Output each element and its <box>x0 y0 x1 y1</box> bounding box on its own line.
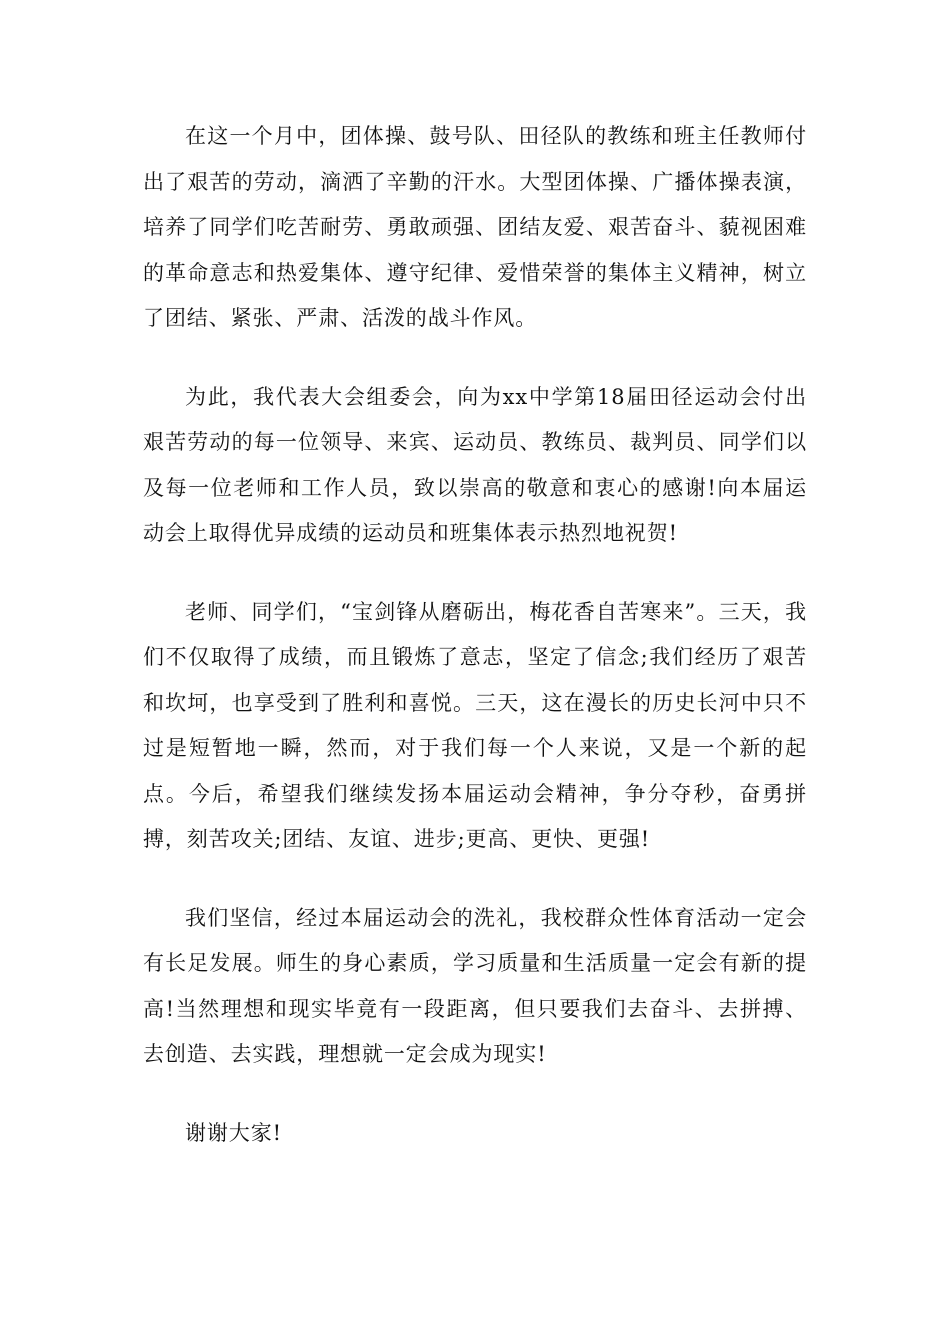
closing-line: 谢谢大家! <box>185 1120 282 1145</box>
paragraph-4: 我们坚信，经过本届运动会的洗礼，我校群众性体育活动一定会有长足发展。师生的身心素质，学习质量和生活质量一定会有新的提高!当然理想和现实毕竟有一段距离，但只要我们去奋斗、去拼搏、去创造、去实践，理想就一定会成为现实! <box>143 905 807 1066</box>
document-body <box>143 114 807 1189</box>
paragraph-2: 为此，我代表大会组委会，向为xx中学第18届田径运动会付出艰苦劳动的每一位领导、来宾、运动员、教练员、裁判员、同学们以及每一位老师和工作人员，致以崇高的敬意和衷心的感谢!向本届运动会上取得优异成绩的运动员和班集体表示热烈地祝贺! <box>143 384 807 545</box>
paragraph-1: 在这一个月中，团体操、鼓号队、田径队的教练和班主任教师付出了艰苦的劳动，滴洒了辛勤的汗水。大型团体操、广播体操表演，培养了同学们吃苦耐劳、勇敢顽强、团结友爱、艰苦奋斗、藐视困难的革命意志和热爱集体、遵守纪律、爱惜荣誉的集体主义精神，树立了团结、紧张、严肃、活泼的战斗作风。 <box>143 124 807 330</box>
paragraph-3: 老师、同学们，“宝剑锋从磨砺出，梅花香自苦寒来”。三天，我们不仅取得了成绩，而且锻炼了意志，坚定了信念;我们经历了艰苦和坎坷，也享受到了胜利和喜悦。三天，这在漫长的历史长河中只不过是短暂地一瞬，然而，对于我们每一个人来说，又是一个新的起点。今后，希望我们继续发扬本届运动会精神，争分夺秒，奋勇拼搏，刻苦攻关;团结、友谊、进步;更高、更快、更强! <box>143 599 807 851</box>
